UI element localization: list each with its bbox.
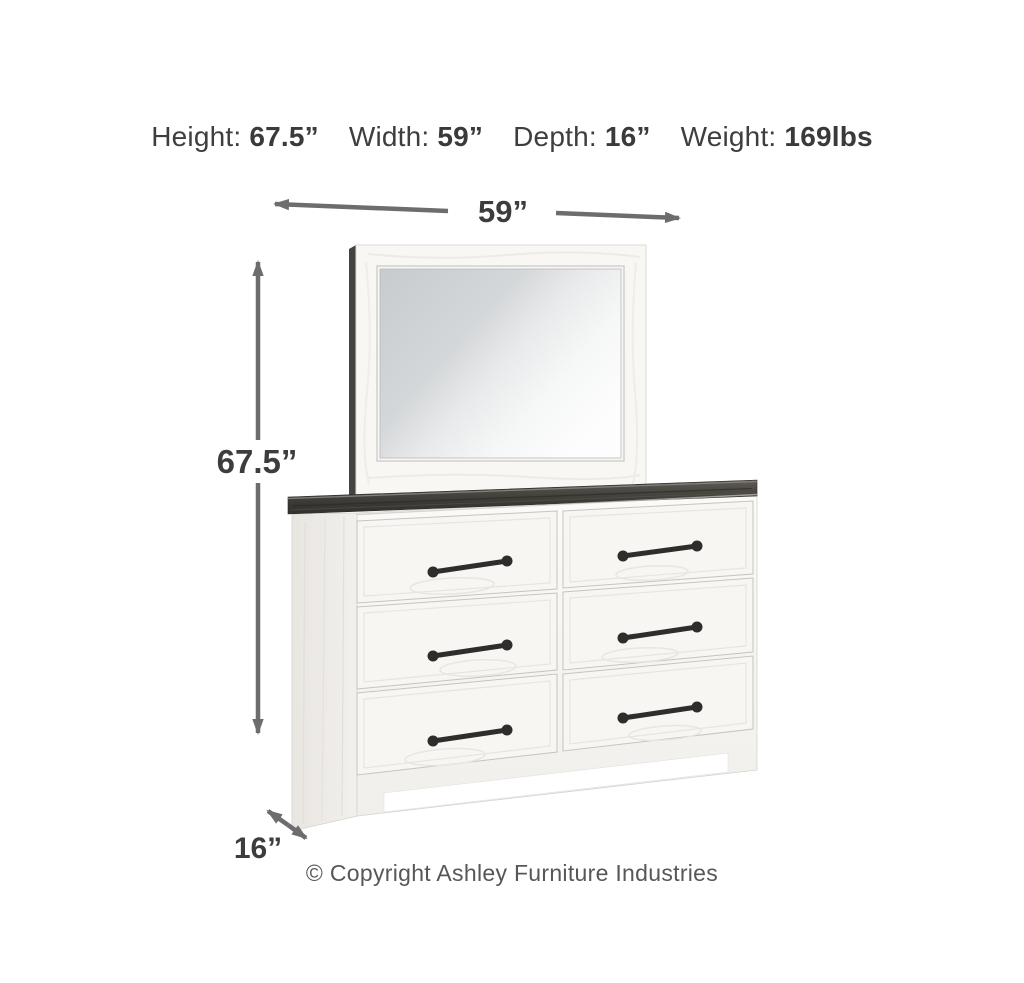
spec-label-width: Width: xyxy=(348,121,430,152)
spec-value-width: 59” xyxy=(437,121,484,152)
copyright-notice: © Copyright Ashley Furniture Industries xyxy=(305,860,719,886)
mirror-glass xyxy=(380,269,621,458)
spec-label-depth: Depth: xyxy=(513,121,597,152)
dresser xyxy=(288,480,757,831)
width-arrow-left xyxy=(275,204,448,211)
mirror-side-edge xyxy=(349,245,356,499)
height-dimension-label: 67.5” xyxy=(216,443,298,480)
width-arrow-right xyxy=(556,213,679,218)
mirror xyxy=(349,245,646,499)
drawer-right-top xyxy=(563,501,753,588)
spec-value-weight: 169lbs xyxy=(784,121,873,152)
depth-dimension-label: 16” xyxy=(233,832,283,865)
spec-label-weight: Weight: xyxy=(680,121,777,152)
width-dimension-label: 59” xyxy=(478,194,528,229)
spec-value-height: 67.5” xyxy=(249,121,319,152)
spec-label-height: Height: xyxy=(151,121,242,152)
spec-value-depth: 16” xyxy=(604,121,651,152)
depth-arrow-upper xyxy=(268,811,288,825)
drawer-left-top xyxy=(357,511,557,603)
